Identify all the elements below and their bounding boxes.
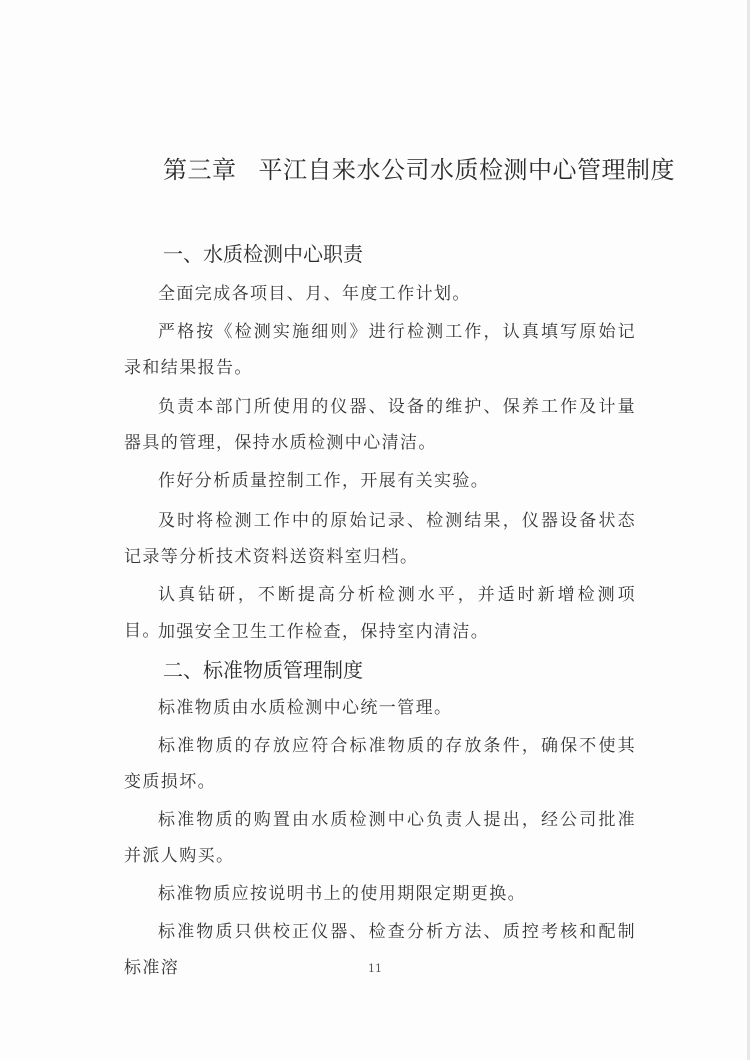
- paragraph: 标准物质只供校正仪器、检查分析方法、质控考核和配制标准溶: [124, 922, 636, 978]
- paragraph: 加强安全卫生工作检查，保持室内清洁。: [158, 622, 490, 642]
- paragraph: 及时将检测工作中的原始记录、检测结果，仪器设备状态记录等分析技术资料送资料室归档。: [124, 511, 636, 567]
- paragraph: 认真钻研，不断提高分析检测水平，并适时新增检测项目。: [124, 585, 636, 641]
- section-heading-duties: 一、水质检测中心职责: [163, 242, 363, 266]
- paragraph: 负责本部门所使用的仪器、设备的维护、保养工作及计量器具的管理，保持水质检测中心清洁。: [124, 397, 636, 453]
- paragraph: 全面完成各项目、月、年度工作计划。: [158, 284, 471, 304]
- paragraph: 标准物质由水质检测中心统一管理。: [158, 698, 453, 718]
- chapter-title: [163, 150, 680, 185]
- page-number: 11: [368, 962, 382, 975]
- paragraph: 标准物质的购置由水质检测中心负责人提出，经公司批准并派人购买。: [124, 810, 636, 866]
- paragraph: 标准物质应按说明书上的使用期限定期更换。: [158, 884, 526, 904]
- chapter-title-text: 平江自来水公司水质检测中心管理制度: [258, 156, 675, 184]
- paragraph: 标准物质的存放应符合标准物质的存放条件，确保不使其变质损坏。: [124, 736, 636, 792]
- paragraph: 作好分析质量控制工作，开展有关实验。: [158, 471, 490, 491]
- chapter-number: 第三章: [163, 156, 237, 184]
- paragraph: 严格按《检测实施细则》进行检测工作，认真填写原始记录和结果报告。: [124, 322, 636, 378]
- section-heading-reference-materials: 二、标准物质管理制度: [163, 658, 363, 682]
